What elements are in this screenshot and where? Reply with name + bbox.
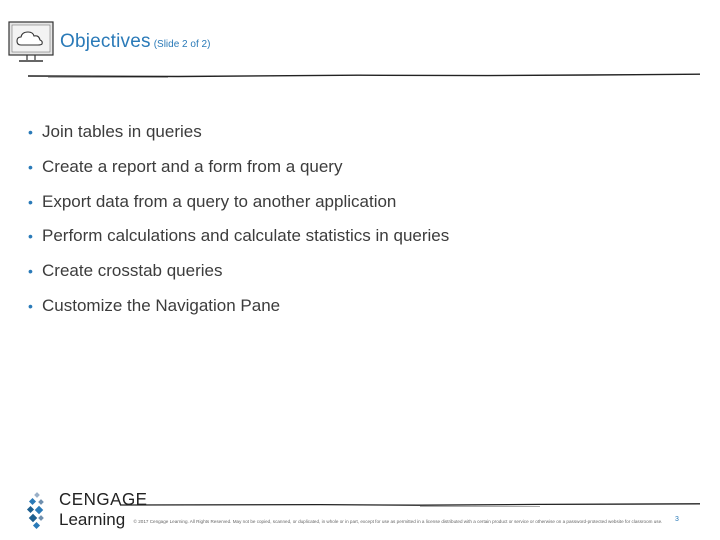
bullet-text: Customize the Navigation Pane (42, 295, 281, 315)
list-item (28, 121, 449, 156)
objectives-list (28, 121, 449, 330)
footer-divider (120, 500, 700, 512)
bullet-marker: • (28, 124, 33, 140)
slide-subtitle: (Slide 2 of 2) (153, 39, 211, 50)
list-item (28, 225, 449, 260)
list-item (28, 260, 449, 295)
bullet-marker: • (28, 297, 33, 314)
bullet-text: Export data from a query to another application (42, 191, 397, 211)
cengage-mark-icon (26, 490, 52, 532)
logo-text-learning: Learning (59, 510, 126, 529)
logo-text-cengage: CENGAGE (59, 489, 148, 510)
bullet-text: Join tables in queries (42, 122, 202, 141)
bullet-text: Perform calculations and calculate statistics in queries (42, 226, 450, 246)
bullet-text: Create a report and a form from a query (42, 156, 343, 176)
bullet-marker: • (28, 193, 33, 210)
page-number: 3 (675, 516, 679, 523)
bullet-text: Create crosstab queries (42, 261, 223, 281)
slide-title: Objectives (60, 31, 151, 52)
bullet-marker: • (28, 158, 33, 175)
list-item (28, 295, 449, 330)
bullet-marker: • (28, 228, 33, 245)
cloud-monitor-icon (7, 20, 55, 64)
list-item (28, 191, 449, 226)
list-item (28, 156, 449, 191)
header-divider (28, 68, 700, 82)
copyright-notice: © 2017 Cengage Learning. All Rights Reserved. May not be copied, scanned, or duplicated, in whole or in part, except for use as permitted in a license distributed with a certain product or service or otherwise on a password-protected website for classroom use. (133, 519, 663, 524)
slide-heading (60, 31, 210, 53)
bullet-marker: • (28, 263, 33, 280)
